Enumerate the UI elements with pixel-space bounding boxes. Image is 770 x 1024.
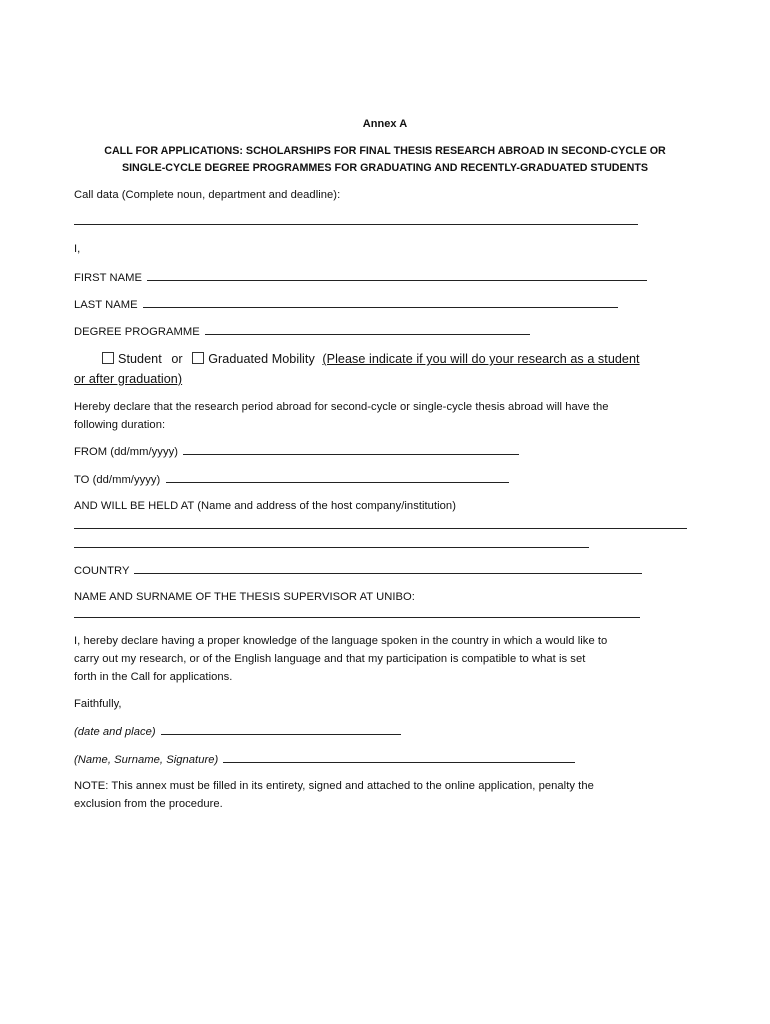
heading-line-1: CALL FOR APPLICATIONS: SCHOLARSHIPS FOR FINAL THESIS RESEARCH ABROAD IN SECOND-CYCLE OR bbox=[104, 145, 666, 157]
degree-programme-label: DEGREE PROGRAMME bbox=[74, 326, 200, 338]
country-field[interactable] bbox=[134, 563, 642, 574]
declare-line-1: Hereby declare that the research period abroad for second-cycle or single-cycle thesis abroad will have the bbox=[74, 401, 609, 413]
note-line-2: exclusion from the procedure. bbox=[74, 798, 223, 810]
country-label: COUNTRY bbox=[74, 565, 130, 577]
supervisor-field[interactable] bbox=[74, 607, 640, 622]
language-line-3: forth in the Call for applications. bbox=[74, 671, 233, 683]
held-at-field-2[interactable] bbox=[74, 537, 589, 552]
degree-programme-field[interactable] bbox=[205, 324, 530, 335]
call-data-field[interactable] bbox=[74, 214, 638, 229]
heading-line-2: SINGLE-CYCLE DEGREE PROGRAMMES FOR GRADUATING AND RECENTLY-GRADUATED STUDENTS bbox=[121, 162, 649, 174]
degree-programme-row bbox=[74, 324, 530, 339]
language-line-2: carry out my research, or of the English language and that my participation is compatible to what is set bbox=[74, 653, 586, 665]
call-data-label: Call data (Complete noun, department and deadline): bbox=[74, 189, 341, 201]
language-line-1: I, hereby declare having a proper knowledge of the language spoken in the country in which a would like to bbox=[74, 635, 608, 647]
held-at-field-1[interactable] bbox=[74, 518, 687, 533]
mobility-instruction-1: (Please indicate if you will do your research as a student bbox=[322, 352, 640, 366]
date-place-label: (date and place) bbox=[74, 726, 156, 738]
country-row bbox=[74, 563, 642, 578]
or-word: or bbox=[171, 352, 183, 366]
date-place-row bbox=[74, 724, 401, 739]
intro-i: I, bbox=[74, 243, 81, 255]
student-label: Student bbox=[118, 352, 162, 366]
signature-label: (Name, Surname, Signature) bbox=[74, 754, 219, 766]
held-at-fill-line-1[interactable] bbox=[74, 518, 687, 529]
faithfully: Faithfully, bbox=[74, 698, 122, 710]
from-row bbox=[74, 444, 519, 459]
last-name-row bbox=[74, 297, 618, 312]
graduated-label: Graduated Mobility bbox=[208, 352, 315, 366]
annex-title: Annex A bbox=[362, 118, 408, 130]
held-at-fill-line-2[interactable] bbox=[74, 537, 589, 548]
from-label: FROM (dd/mm/yyyy) bbox=[74, 446, 179, 458]
held-at-label: AND WILL BE HELD AT (Name and address of the host company/institution) bbox=[74, 500, 456, 512]
signature-field[interactable] bbox=[223, 752, 575, 763]
note-line-1: NOTE: This annex must be filled in its entirety, signed and attached to the online application, penalty the bbox=[74, 780, 594, 792]
signature-row bbox=[74, 752, 575, 767]
to-label: TO (dd/mm/yyyy) bbox=[74, 474, 161, 486]
first-name-field[interactable] bbox=[147, 270, 647, 281]
supervisor-fill-line[interactable] bbox=[74, 607, 640, 618]
mobility-instruction-2: or after graduation) bbox=[74, 372, 183, 386]
last-name-field[interactable] bbox=[143, 297, 618, 308]
date-place-field[interactable] bbox=[161, 724, 401, 735]
student-checkbox[interactable] bbox=[102, 352, 114, 364]
last-name-label: LAST NAME bbox=[74, 299, 138, 311]
graduated-checkbox[interactable] bbox=[192, 352, 204, 364]
supervisor-label: NAME AND SURNAME OF THE THESIS SUPERVISOR AT UNIBO: bbox=[74, 591, 415, 603]
mobility-row bbox=[102, 351, 640, 367]
from-date-field[interactable] bbox=[183, 444, 519, 455]
to-row bbox=[74, 472, 509, 487]
to-date-field[interactable] bbox=[166, 472, 509, 483]
call-data-fill-line[interactable] bbox=[74, 214, 638, 225]
declare-line-2: following duration: bbox=[74, 419, 166, 431]
first-name-label: FIRST NAME bbox=[74, 272, 143, 284]
first-name-row bbox=[74, 270, 647, 285]
